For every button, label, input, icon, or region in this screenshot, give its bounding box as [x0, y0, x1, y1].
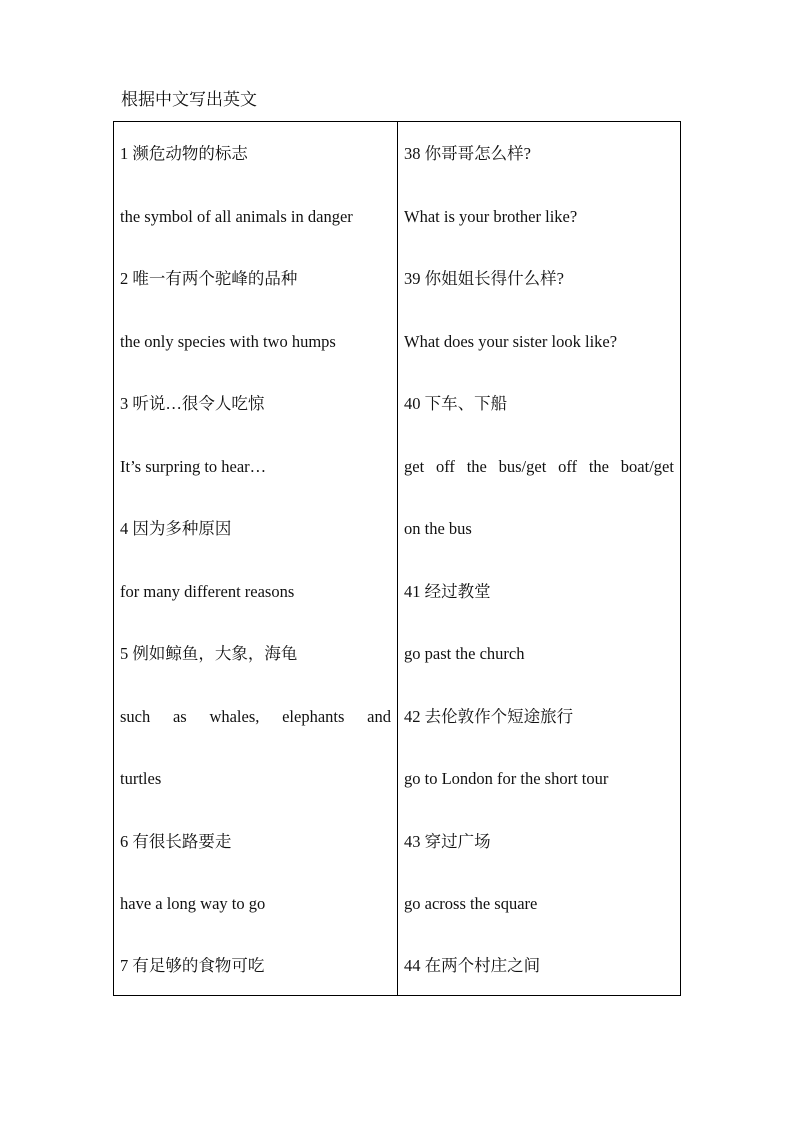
word: and	[367, 707, 391, 726]
right-column	[398, 122, 680, 995]
left-item-7-chinese: 7 有足够的食物可吃	[120, 956, 265, 975]
word: elephants	[282, 707, 345, 726]
vocabulary-table	[113, 121, 681, 996]
left-item-1-english: the symbol of all animals in danger	[120, 207, 353, 226]
left-item-4-english: for many different reasons	[120, 582, 295, 601]
right-item-39-chinese: 39 你姐姐长得什么样?	[404, 269, 564, 288]
right-item-42-chinese: 42 去伦敦作个短途旅行	[404, 707, 574, 726]
left-item-1-chinese: 1 濒危动物的标志	[120, 144, 248, 163]
page-heading: 根据中文写出英文	[121, 90, 257, 109]
word: get	[404, 457, 425, 476]
left-item-3-english: It’s surpring to hear…	[120, 457, 267, 476]
left-item-6-english: have a long way to go	[120, 894, 266, 913]
right-item-38-english: What is your brother like?	[404, 207, 578, 226]
left-item-5-english-line1	[120, 705, 391, 729]
right-item-40-english-line1	[404, 455, 674, 479]
right-item-38-chinese: 38 你哥哥怎么样?	[404, 144, 531, 163]
word: off	[435, 457, 455, 476]
word: whales,	[209, 707, 260, 726]
right-item-40-english-line2: on the bus	[404, 519, 472, 538]
right-item-41-chinese: 41 经过教堂	[404, 582, 491, 601]
right-item-40-chinese: 40 下车、下船	[404, 394, 508, 413]
left-item-5-english-line2: turtles	[120, 769, 162, 788]
right-item-43-chinese: 43 穿过广场	[404, 832, 491, 851]
right-item-39-english: What does your sister look like?	[404, 332, 618, 351]
word: boat/get	[620, 457, 674, 476]
left-item-2-english: the only species with two humps	[120, 332, 336, 351]
left-item-6-chinese: 6 有很长路要走	[120, 832, 232, 851]
right-item-41-english: go past the church	[404, 644, 525, 663]
left-column	[114, 122, 398, 995]
word: the	[588, 457, 609, 476]
right-item-44-chinese: 44 在两个村庄之间	[404, 956, 541, 975]
left-item-3-chinese: 3 听说…很令人吃惊	[120, 394, 265, 413]
word: bus/get	[498, 457, 547, 476]
left-item-4-chinese: 4 因为多种原因	[120, 519, 232, 538]
right-item-42-english: go to London for the short tour	[404, 769, 609, 788]
left-item-2-chinese: 2 唯一有两个驼峰的品种	[120, 269, 298, 288]
word: off	[558, 457, 578, 476]
word: such	[120, 707, 151, 726]
right-item-43-english: go across the square	[404, 894, 538, 913]
word: the	[466, 457, 487, 476]
word: as	[172, 707, 187, 726]
left-item-5-chinese: 5 例如鲸鱼，大象，海龟	[120, 644, 298, 663]
